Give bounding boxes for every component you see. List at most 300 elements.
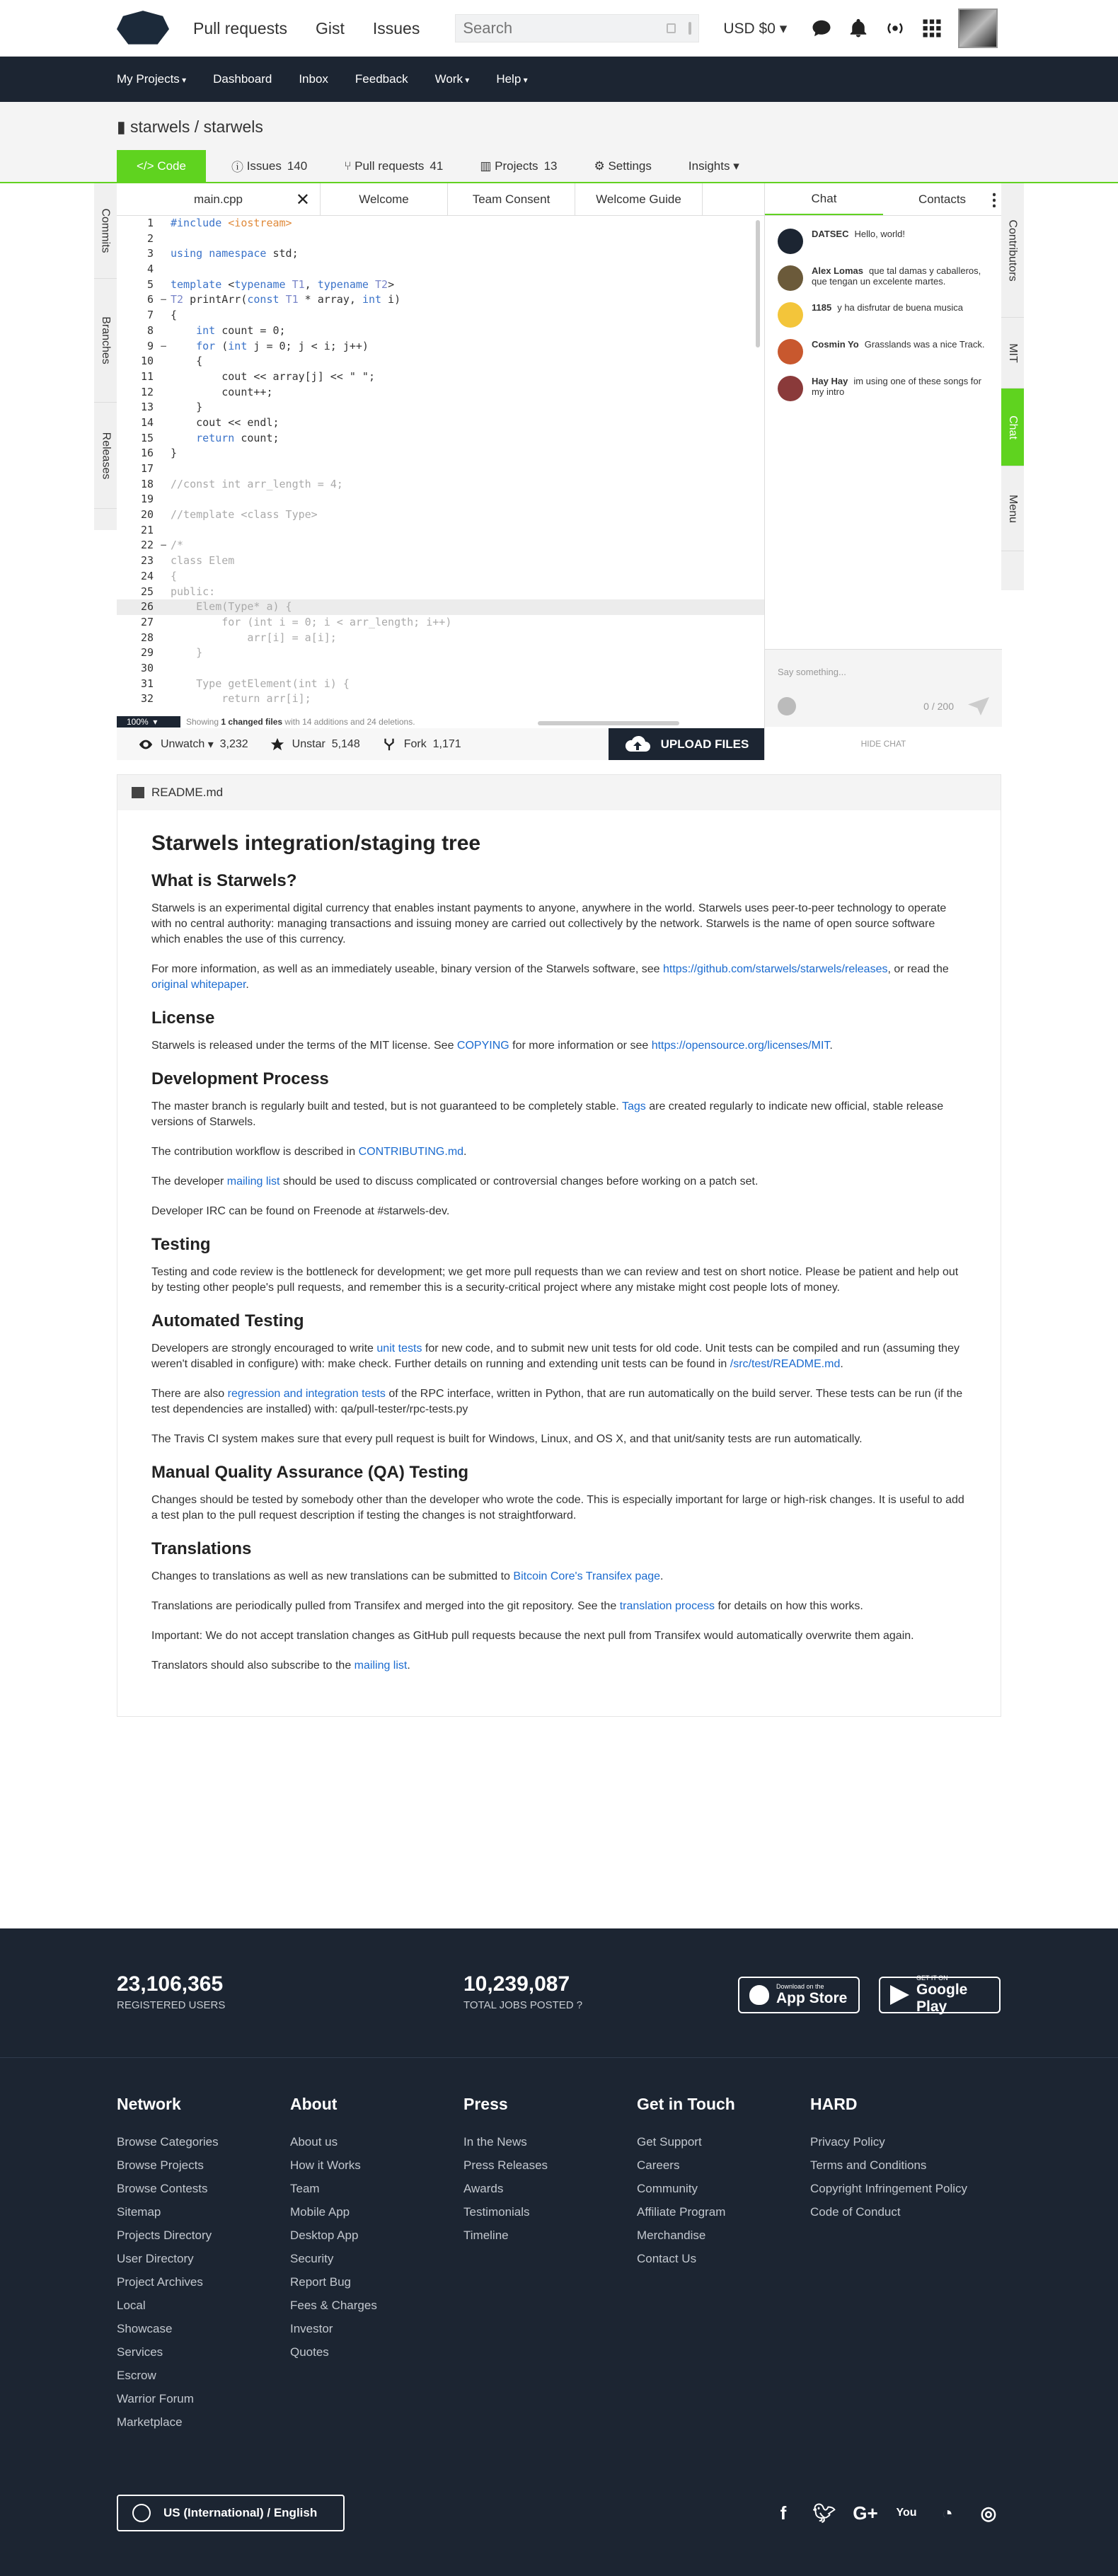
code-text: { (171, 309, 178, 322)
link-whitepaper[interactable]: original whitepaper (151, 979, 246, 991)
file-tab-welcome-guide[interactable]: Welcome Guide (575, 183, 703, 216)
link-unit-tests[interactable]: unit tests (376, 1342, 422, 1355)
code-editor[interactable] (117, 216, 764, 747)
side-tab-menu-label: Menu (1007, 494, 1019, 523)
editor-scrollbar[interactable] (756, 220, 760, 347)
fork-count: 1,171 (432, 737, 461, 750)
side-tab-releases-label: Releases (100, 432, 113, 479)
file-tab-main-cpp[interactable] (117, 183, 321, 216)
footer-link[interactable]: Press Releases (463, 2158, 548, 2172)
repo-title-text: starwels / starwels (130, 117, 263, 136)
footer-link[interactable]: Timeline (463, 2229, 509, 2242)
globe-icon (132, 2504, 151, 2522)
chat-user[interactable]: Alex Lomas (812, 265, 863, 276)
site-logo[interactable] (117, 9, 169, 47)
tab-pr-label: Pull requests (355, 159, 425, 173)
char-counter: 0 / 200 (923, 701, 954, 712)
send-icon[interactable] (968, 697, 989, 715)
text: Developers are strongly encouraged to write (151, 1342, 374, 1355)
repo-tabs (117, 150, 1001, 182)
para-dev2: The contribution workflow is described in CONTRIBUTING.md. (151, 1146, 467, 1158)
footer-link[interactable]: Mobile App (290, 2205, 350, 2219)
code-text (171, 231, 177, 247)
footer-link[interactable]: Investor (290, 2322, 333, 2335)
book-icon (132, 787, 144, 798)
footer-link[interactable]: Marketplace (117, 2415, 183, 2429)
horizontal-scrollbar[interactable] (538, 721, 679, 725)
tab-code[interactable]: </> Code (117, 150, 206, 182)
chat-tab-contacts[interactable]: Contacts (918, 192, 967, 206)
link-tags[interactable]: Tags (621, 1100, 646, 1112)
code-line[interactable] (117, 246, 764, 262)
chat-text: y ha disfrutar de buena musica (837, 302, 963, 313)
footer-link[interactable]: Community (637, 2182, 698, 2195)
tab-settings-label: Settings (608, 159, 652, 173)
readme-panel (117, 774, 1001, 1717)
para-more: For more information, as well as an immediately useable, binary version of the Starwels software, see https://github.com/starwels/starwels/releases, or read the original whitepaper. (151, 963, 949, 991)
para-tr2 (151, 1599, 967, 1614)
footer-link[interactable]: Awards (463, 2182, 504, 2195)
fold-icon (156, 277, 171, 293)
code-text: for (int i = 0; i < arr_length; i++) (171, 615, 452, 628)
repo-action-bar (117, 717, 764, 760)
code-text: cout << endl; (171, 415, 280, 429)
instagram-icon[interactable]: ◎ (980, 2502, 997, 2524)
file-tab-team-consent[interactable]: Team Consent (448, 183, 575, 216)
tab-insights[interactable]: Insights ▾ (688, 159, 739, 173)
chat-message (765, 297, 1001, 333)
rss-icon[interactable]: ◔ (942, 2502, 953, 2524)
link-copying[interactable]: COPYING (456, 1040, 509, 1052)
text: for details on how this works. (718, 1600, 863, 1612)
heading-testing: Testing (151, 1235, 211, 1254)
code-line[interactable] (117, 323, 764, 339)
link-mit[interactable]: https://opensource.org/licenses/MIT (651, 1040, 830, 1052)
footer-link[interactable]: Desktop App (290, 2229, 359, 2242)
heading-translations: Translations (151, 1539, 252, 1558)
footer-link[interactable]: About us (290, 2135, 338, 2149)
repo-header (0, 102, 1118, 183)
text: Starwels is released under the terms of the MIT license. See (151, 1040, 454, 1052)
footer-link[interactable]: In the News (463, 2135, 527, 2149)
chat-tabs (765, 183, 1001, 216)
code-line[interactable] (117, 446, 764, 461)
footer-column-title: HARD (810, 2095, 858, 2113)
code-line[interactable] (117, 492, 764, 507)
fold-icon (156, 461, 171, 477)
code-line[interactable] (117, 538, 764, 553)
apps-grid-icon[interactable] (921, 18, 943, 39)
line-number: 24 (140, 569, 154, 582)
link-mailing-list-2[interactable]: mailing list (354, 1660, 408, 1672)
text: Translations are periodically pulled from Transifex and merged into the git repository. See the (151, 1600, 617, 1612)
heading-what: What is Starwels? (151, 871, 297, 890)
search-input[interactable] (463, 19, 667, 38)
link-transifex[interactable]: Bitcoin Core's Transifex page (513, 1570, 661, 1582)
footer-link[interactable]: Warrior Forum (117, 2392, 194, 2405)
text: Translators should also subscribe to the (151, 1660, 352, 1672)
line-number: 23 (140, 554, 154, 568)
youtube-icon[interactable]: You (896, 2507, 917, 2519)
code-line[interactable] (117, 615, 764, 631)
link-releases[interactable]: https://github.com/starwels/starwels/releases (663, 963, 888, 975)
para-tr3: Important: We do not accept translation changes as GitHub pull requests because the next pull from Transifex would automatically overwrite them again. (151, 1630, 914, 1642)
code-line[interactable] (117, 369, 764, 385)
code-text: return arr[i]; (171, 692, 311, 706)
readme-filename[interactable]: README.md (151, 786, 224, 799)
footer-link[interactable]: Terms and Conditions (810, 2158, 927, 2172)
notifications-bell-icon[interactable] (848, 18, 869, 39)
footer-link[interactable]: Projects Directory (117, 2229, 212, 2242)
app-store-small: Download on the (776, 1983, 824, 1990)
code-line[interactable] (117, 461, 764, 477)
code-text (171, 262, 177, 277)
code-line[interactable] (117, 339, 764, 355)
para-dev3 (151, 1174, 967, 1190)
left-side-tabs (94, 183, 117, 530)
code-text (171, 461, 177, 477)
emoji-icon[interactable] (778, 697, 796, 715)
code-line[interactable] (117, 645, 764, 661)
upload-label: UPLOAD FILES (660, 737, 749, 751)
chat-user[interactable]: DATSEC (812, 229, 849, 239)
nav-feedback[interactable]: Feedback (355, 72, 408, 86)
code-text: //const int arr_length = 4; (171, 477, 343, 490)
code-line[interactable] (117, 585, 764, 600)
link-mailing-list[interactable]: mailing list (226, 1175, 280, 1188)
side-tab-menu[interactable] (1001, 466, 1024, 551)
status-text-post: with 14 additions and 24 deletions. (284, 717, 415, 727)
unstar-label: Unstar (292, 737, 325, 750)
fork-button[interactable] (381, 737, 461, 752)
code-text: #include <iostream> (171, 217, 292, 229)
repo-title[interactable]: ▮ starwels / starwels (117, 117, 263, 136)
line-number: 13 (140, 401, 154, 414)
link-src-test[interactable]: /src/test/README.md (730, 1358, 841, 1370)
language-selector[interactable] (117, 2495, 345, 2531)
fold-icon (156, 354, 171, 369)
line-number: 19 (140, 493, 154, 506)
nav-dashboard[interactable]: Dashboard (213, 72, 272, 86)
tab-projects[interactable]: ▥ Projects 13 (480, 159, 558, 173)
more-options-icon[interactable] (993, 192, 996, 207)
tab-code-label: Code (157, 159, 186, 173)
google-play-button[interactable] (879, 1974, 1001, 2015)
fork-icon (381, 737, 397, 752)
chat-user[interactable]: 1185 (812, 302, 832, 313)
fold-icon (156, 507, 171, 523)
code-line[interactable] (117, 277, 764, 293)
microphone-icon[interactable] (688, 22, 691, 35)
code-line[interactable] (117, 308, 764, 323)
line-number: 12 (140, 385, 154, 398)
para-dev4: Developer IRC can be found on Freenode at #starwels-dev. (151, 1205, 450, 1217)
code-line[interactable] (117, 569, 764, 585)
footer-link[interactable]: Affiliate Program (637, 2205, 726, 2219)
para-what: Starwels is an experimental digital currency that enables instant payments to anyone, anywhere in the world. Starwels uses peer-to-peer technology to operate with no central authority: managing transactions and issuing money are carried out collectively by the network. Starwels is the name of open source software which enables the use of this currency. (151, 902, 947, 945)
code-text: cout << array[j] << " "; (171, 369, 375, 383)
footer-link[interactable]: Local (117, 2299, 146, 2312)
side-tab-commits[interactable] (94, 183, 117, 279)
code-text: public: (171, 585, 216, 598)
fold-icon[interactable]: − (160, 539, 167, 552)
avatar[interactable] (778, 229, 803, 254)
footer-link[interactable]: Careers (637, 2158, 680, 2172)
code-text: { (171, 569, 178, 582)
side-tab-chat[interactable] (1001, 389, 1024, 466)
chat-panel (764, 183, 1001, 760)
text: of the RPC interface, written in Python, that are run automatically on the build server. These tests can be run (if the test dependencies are installed) with: qa/pull-tester/rpc-tests.py (151, 1388, 963, 1415)
code-text: /* (171, 539, 184, 552)
avatar[interactable] (778, 302, 803, 328)
side-tab-branches[interactable] (94, 279, 117, 403)
fold-icon[interactable]: − (160, 339, 167, 352)
user-avatar[interactable] (958, 8, 998, 48)
heading-dev: Development Process (151, 1069, 329, 1088)
fork-label: Fork (403, 737, 427, 750)
nav-my-projects[interactable]: My Projects ▾ (117, 72, 186, 86)
avatar[interactable] (778, 376, 803, 401)
footer-link[interactable]: Merchandise (637, 2229, 706, 2242)
code-line[interactable] (117, 415, 764, 431)
line-number: 30 (140, 661, 154, 674)
app-store-big: App Store (776, 1990, 848, 2006)
code-line[interactable] (117, 231, 764, 247)
footer-link[interactable]: Copyright Infringement Policy (810, 2182, 968, 2195)
code-text: //template <class Type> (171, 508, 318, 522)
footer-column (810, 2095, 967, 2229)
nav-inbox[interactable]: Inbox (299, 72, 328, 86)
footer-link[interactable]: Escrow (117, 2369, 156, 2382)
para-license: Starwels is released under the terms of the MIT license. See COPYING for more information or see https://opensource.org/licenses/MIT. (151, 1040, 833, 1052)
para-auto1: Developers are strongly encouraged to write unit tests for new code, and to submit new unit tests for old code. Unit tests can be compiled and run (assuming they weren't disabled in configure) with: make check. Further details on running and extending unit tests can be found in /src/test/README.md. (151, 1342, 959, 1370)
line-number: 26 (140, 600, 154, 614)
cloud-upload-icon (624, 735, 651, 754)
code-text: } (171, 401, 203, 414)
code-text: for (int j = 0; j < i; j++) (196, 339, 369, 352)
footer-link[interactable]: Security (290, 2252, 334, 2265)
footer-link[interactable]: Browse Categories (117, 2135, 219, 2149)
heading-qa: Manual Quality Assurance (QA) Testing (151, 1463, 469, 1482)
file-tab-main-cpp-label: main.cpp (194, 192, 243, 206)
file-tab-welcome[interactable]: Welcome (321, 183, 448, 216)
avatar[interactable] (778, 339, 803, 364)
chat-tab-chat[interactable]: Chat (765, 183, 883, 215)
link-translation-process[interactable]: translation process (619, 1600, 715, 1612)
tab-issues[interactable]: ⓘ Issues 140 (231, 159, 308, 174)
facebook-icon[interactable]: f (780, 2502, 787, 2524)
line-number: 6 (146, 293, 154, 306)
line-number: 1 (146, 217, 154, 229)
code-line[interactable] (117, 507, 764, 523)
messages-icon[interactable] (811, 18, 832, 39)
footer-link[interactable]: Team (290, 2182, 320, 2195)
code-line[interactable] (117, 661, 764, 677)
line-number: 21 (140, 523, 154, 536)
stat-users (117, 1972, 225, 2011)
footer-link[interactable]: Privacy Policy (810, 2135, 885, 2149)
fold-icon (156, 631, 171, 646)
code-line[interactable] (117, 691, 764, 707)
footer-link[interactable]: Browse Contests (117, 2182, 208, 2195)
code-panel (117, 183, 764, 760)
hide-chat-button[interactable]: HIDE CHAT (765, 727, 1002, 760)
secondary-nav (0, 57, 1118, 102)
side-tab-releases[interactable] (94, 403, 117, 509)
text: There are also (151, 1388, 225, 1400)
code-line[interactable] (117, 385, 764, 401)
app-store-button[interactable] (738, 1977, 860, 2013)
footer-column-title: Press (463, 2095, 508, 2113)
code-text: Elem(Type* a) { (171, 600, 292, 614)
nav-pull-requests[interactable]: Pull requests (193, 18, 287, 38)
chat-input-area (765, 649, 1002, 727)
footer-link[interactable]: Get Support (637, 2135, 702, 2149)
footer-link[interactable]: Fees & Charges (290, 2299, 377, 2312)
tab-pull-requests[interactable]: ⑂ Pull requests 41 (344, 159, 444, 173)
chat-text: que tal damas y caballeros, que tengan un excelente martes. (812, 265, 981, 287)
code-line[interactable] (117, 354, 764, 369)
fold-icon (156, 645, 171, 661)
language-label: US (International) / English (163, 2506, 318, 2519)
footer-column (463, 2095, 548, 2252)
code-line[interactable] (117, 553, 764, 569)
link-regression[interactable]: regression and integration tests (227, 1388, 386, 1400)
readme-header (117, 775, 1001, 810)
tab-settings[interactable]: ⚙ Settings (594, 159, 652, 173)
file-tabs (117, 183, 764, 216)
code-text: Type getElement(int i) { (171, 677, 350, 690)
star-count: 5,148 (331, 737, 360, 750)
fold-icon (156, 369, 171, 385)
unwatch-button[interactable]: Unwatch ▾ 3,232 (138, 737, 248, 752)
code-line[interactable] (117, 400, 764, 415)
broadcast-icon[interactable] (884, 18, 906, 39)
apple-icon (749, 1985, 769, 2005)
line-number: 28 (140, 631, 154, 644)
line-number: 3 (146, 247, 154, 260)
line-number: 8 (146, 323, 154, 337)
code-line[interactable] (117, 631, 764, 646)
code-text: using namespace std; (171, 247, 299, 260)
twitter-icon[interactable]: 🐦︎ (812, 2502, 836, 2524)
code-line[interactable] (117, 523, 764, 539)
nav-work[interactable]: Work ▾ (435, 72, 470, 86)
fold-icon (156, 446, 171, 461)
fold-icon (156, 323, 171, 339)
close-icon[interactable]: ✕ (295, 190, 310, 209)
code-line[interactable] (117, 216, 764, 231)
footer-column-title: About (290, 2095, 338, 2113)
site-footer (0, 1928, 1118, 2576)
footer-link[interactable]: Project Archives (117, 2275, 203, 2289)
footer-link[interactable]: Report Bug (290, 2275, 351, 2289)
footer-link[interactable]: How it Works (290, 2158, 361, 2172)
tab-issues-count: 140 (287, 159, 308, 173)
para-testing: Testing and code review is the bottleneck for development; we get more pull requests than we can review and test on short notice. Please be patient and help out by testing other people's pull requests, and remember this is a security-critical project where any mistake might cost people lots of money. (151, 1266, 959, 1294)
chat-text: Grasslands was a nice Track. (864, 339, 985, 350)
text: for more information or see (512, 1040, 649, 1052)
heading-license: License (151, 1008, 215, 1028)
footer-link[interactable]: Browse Projects (117, 2158, 204, 2172)
nav-gist[interactable]: Gist (315, 18, 345, 38)
code-line[interactable] (117, 262, 764, 277)
code-line[interactable] (117, 431, 764, 447)
code-line[interactable] (117, 677, 764, 692)
line-number: 15 (140, 431, 154, 444)
footer-link[interactable]: User Directory (117, 2252, 194, 2265)
unwatch-label: Unwatch (161, 737, 205, 750)
link-contributing[interactable]: CONTRIBUTING.md (358, 1146, 464, 1158)
code-line[interactable] (117, 477, 764, 493)
google-play-big: Google Play (916, 1982, 968, 2015)
footer-link[interactable]: Showcase (117, 2322, 173, 2335)
footer-link[interactable]: Services (117, 2345, 163, 2359)
code-line[interactable] (117, 599, 764, 615)
fold-icon (156, 492, 171, 507)
star-icon (270, 737, 285, 752)
footer-link[interactable]: Sitemap (117, 2205, 161, 2219)
currency-dropdown[interactable]: USD $0 ▾ (723, 20, 788, 37)
upload-files-button[interactable] (609, 728, 764, 760)
chat-input[interactable]: Say something... (778, 667, 846, 677)
fold-icon[interactable]: − (160, 293, 167, 306)
footer-column-title: Network (117, 2095, 181, 2113)
stat-jobs-label-text: TOTAL JOBS POSTED (463, 1999, 574, 2011)
footer-link[interactable]: Quotes (290, 2345, 329, 2359)
fold-icon (156, 308, 171, 323)
stat-users-label: REGISTERED USERS (117, 1999, 226, 2011)
chat-messages (765, 216, 1001, 407)
avatar[interactable] (778, 265, 803, 291)
line-number: 4 (146, 263, 154, 276)
help-icon[interactable]: ? (576, 1999, 583, 2011)
side-tab-contributors[interactable] (1001, 183, 1024, 318)
google-plus-icon[interactable]: G+ (853, 2502, 878, 2524)
code-line[interactable] (117, 292, 764, 308)
chat-user[interactable]: Hay Hay (812, 376, 848, 386)
para-tr1: Changes to translations as well as new translations can be submitted to Bitcoin Core's Transifex page. (151, 1570, 664, 1582)
fold-icon (156, 677, 171, 692)
code-text: count++; (171, 385, 273, 398)
readme-title: Starwels integration/staging tree (151, 832, 481, 855)
search-box (455, 14, 699, 42)
footer-link[interactable]: Contact Us (637, 2252, 697, 2265)
line-number: 11 (140, 369, 154, 383)
footer-link[interactable]: Code of Conduct (810, 2205, 901, 2219)
stat-jobs-number: 10,239,087 (463, 1972, 570, 1996)
fold-icon (156, 569, 171, 585)
unstar-button[interactable] (270, 737, 360, 752)
side-tab-commits-label: Commits (100, 208, 113, 253)
nav-help[interactable]: Help ▾ (496, 72, 527, 86)
play-icon (890, 1985, 909, 2005)
stat-users-number: 23,106,365 (117, 1972, 224, 1996)
code-text: class Elem (171, 554, 235, 568)
keyboard-icon[interactable] (667, 23, 676, 33)
line-number: 16 (140, 447, 154, 460)
line-number: 14 (140, 415, 154, 429)
chat-user[interactable]: Cosmin Yo (812, 339, 859, 350)
top-header (0, 0, 1118, 57)
side-tab-mit[interactable] (1001, 318, 1024, 389)
chat-text: Hello, world! (854, 229, 906, 239)
code-text: T2 printArr(const T1 * array, int i) (171, 293, 401, 306)
footer-link[interactable]: Testimonials (463, 2205, 530, 2219)
line-number: 25 (140, 585, 154, 598)
zoom-select[interactable]: 100% ▾ (117, 716, 180, 728)
nav-issues[interactable]: Issues (372, 18, 420, 38)
